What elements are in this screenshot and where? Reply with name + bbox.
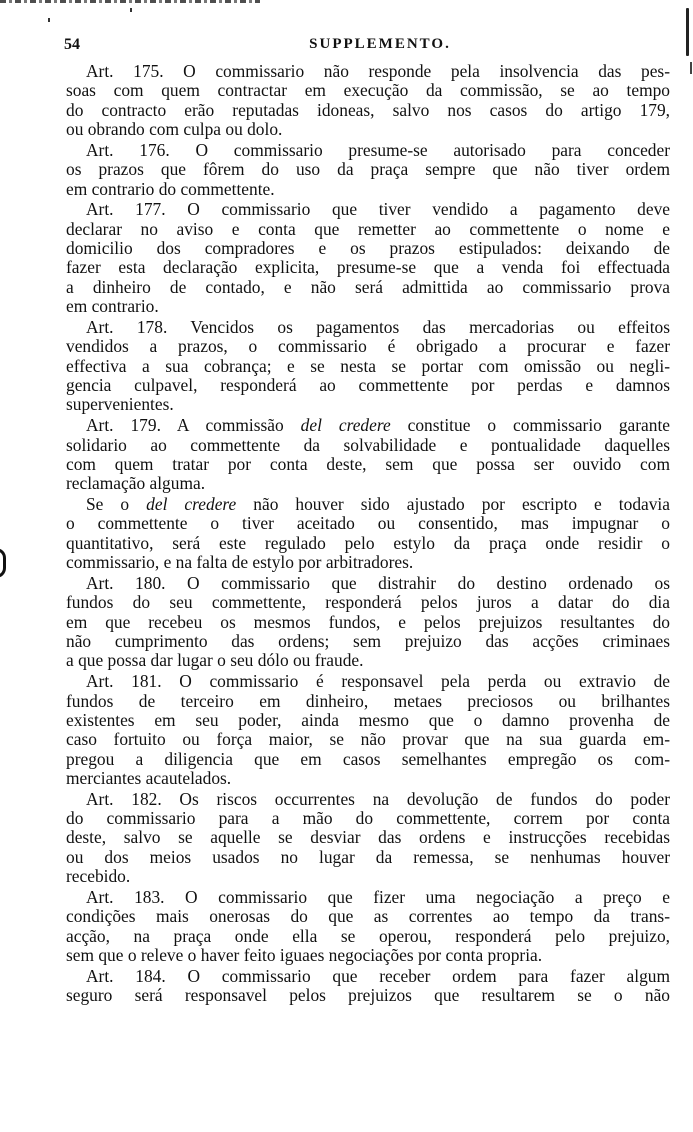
text-line: condições mais onerosas do que as correntes ao tempo da trans-: [66, 906, 670, 927]
text-line: merciantes acautelados.: [66, 767, 232, 788]
text-line: caso fortuito ou força maior, se não provar que na sua guarda em-: [66, 729, 670, 750]
text-line: ou dos meios usados no lugar da remessa, se nenhumas houver: [66, 846, 670, 867]
text-line: seguro será responsavel pelos prejuizos que resultarem se o não: [66, 985, 670, 1006]
text-line: do commissario para a mão do commettente, correm por conta: [66, 808, 670, 829]
text-line: sem que o releve o haver feito iguaes negociações por conta propria.: [66, 944, 543, 965]
running-head: SUPPLEMENTO.: [309, 36, 451, 52]
article-paragraph: [66, 790, 670, 887]
article-paragraph: [66, 318, 670, 415]
scan-binding-mark: [0, 548, 6, 578]
text-line: acção, na praça onde ella se operou, responderá pelo prejuizo,: [66, 925, 670, 946]
scan-edge-mark: [686, 8, 689, 56]
text-line: reclamação alguma.: [66, 473, 206, 494]
text-line: fazer esta declaração explicita, presume-se que a venda foi effectuada: [66, 257, 670, 278]
text-line: Art. 177. O commissario que tiver vendido a pagamento deve: [86, 199, 670, 220]
article-paragraph: [66, 574, 670, 671]
text-line: Art. 178. Vencidos os pagamentos das mercadorias ou effeitos: [86, 316, 670, 337]
text-line: a dinheiro de contado, e não será admittida ao commissario prova: [66, 276, 670, 297]
text-line: Art. 183. O commissario que fizer uma negociação a preço e: [86, 886, 670, 907]
scan-edge-noise: [0, 0, 260, 3]
text-line: solidario ao commettente da solvabilidade e pontualidade daquelles: [66, 434, 670, 455]
article-paragraph: [66, 62, 670, 139]
text-line: supervenientes.: [66, 394, 174, 415]
article-paragraph: [66, 141, 670, 199]
text-line: não cumprimento das ordens; sem prejuizo das acções criminaes: [66, 630, 670, 651]
text-line: pregou a diligencia que em casos semelhantes empregão os com-: [66, 748, 670, 769]
text-line: Art. 182. Os riscos occurrentes na devolução de fundos do poder: [86, 788, 670, 809]
text-line: com quem tratar por conta deste, sem que possa ser ouvido com: [66, 453, 670, 474]
article-paragraph: [66, 672, 670, 788]
text-line: o commettente o tiver aceitado ou consentido, mas impugnar o: [66, 513, 670, 534]
text-line: Se o del credere não houver sido ajustado por escripto e todavia: [86, 494, 670, 515]
article-paragraph: [66, 416, 670, 493]
text-line: em que recebeu os mesmos fundos, e pelos prejuizos resultantes do: [66, 611, 670, 632]
text-line: ou obrando com culpa ou dolo.: [66, 119, 283, 140]
text-line: soas com quem contractar em execução da commissão, se ao tempo: [66, 80, 670, 101]
article-paragraph: [66, 200, 670, 316]
text-line: declarar no aviso e conta que remetter ao commettente o nome e: [66, 218, 670, 239]
text-line: Art. 179. A commissão del credere constitue o commissario garante: [86, 415, 670, 436]
text-line: deste, salvo se aquelle se desviar das ordens e instrucções recebidas: [66, 827, 670, 848]
text-line: vendidos a prazos, o commissario é obrigado a procurar e fazer: [66, 336, 670, 357]
text-line: effectiva a sua cobrança; e se nesta se portar com omissão ou negli-: [66, 355, 670, 376]
page-body: [66, 62, 670, 1006]
text-line: existentes em seu poder, ainda mesmo que o damno provenha de: [66, 709, 670, 730]
article-paragraph: [66, 967, 670, 1006]
text-line: Art. 180. O commissario que distrahir do destino ordenado os: [86, 572, 670, 593]
text-line: fundos do seu commettente, responderá pelos juros a datar do dia: [66, 592, 670, 613]
text-line: a que possa dar lugar o seu dólo ou fraude.: [66, 650, 364, 671]
paragraph: [66, 495, 670, 572]
scan-edge-mark: [690, 62, 692, 74]
text-line: recebido.: [66, 866, 131, 887]
text-line: gencia culpavel, responderá ao commettente por perdas e damnos: [66, 375, 670, 395]
text-line: os prazos que fôrem do uso da praça sempre que não tiver ordem: [66, 159, 670, 180]
text-line: domicilio dos compradores e os prazos estipulados: deixando de: [66, 238, 670, 259]
italic-term: del credere: [146, 494, 237, 515]
article-paragraph: [66, 888, 670, 965]
scan-speck: [130, 8, 132, 12]
page-header: [64, 36, 676, 58]
text-line: Art. 181. O commissario é responsavel pela perda ou extravio de: [86, 671, 670, 692]
text-line: Art. 176. O commissario presume-se autorisado para conceder: [86, 139, 670, 160]
text-line: do contracto erão reputadas idoneas, salvo nos casos do artigo 179,: [66, 99, 670, 120]
text-line: em contrario do commettente.: [66, 178, 275, 199]
text-line: fundos de terceiro em dinheiro, metaes preciosos ou brilhantes: [66, 690, 670, 711]
page-number: 54: [64, 36, 80, 53]
italic-term: del credere: [300, 415, 391, 436]
text-line: quantitativo, será este regulado pelo estylo da praça onde residir o: [66, 532, 670, 553]
text-line: Art. 175. O commissario não responde pela insolvencia das pes-: [86, 61, 670, 81]
text-line: Art. 184. O commissario que receber ordem para fazer algum: [86, 965, 670, 986]
text-line: commissario, e na falta de estylo por arbitradores.: [66, 552, 414, 573]
text-line: em contrario.: [66, 296, 159, 317]
scan-speck: [48, 18, 50, 22]
